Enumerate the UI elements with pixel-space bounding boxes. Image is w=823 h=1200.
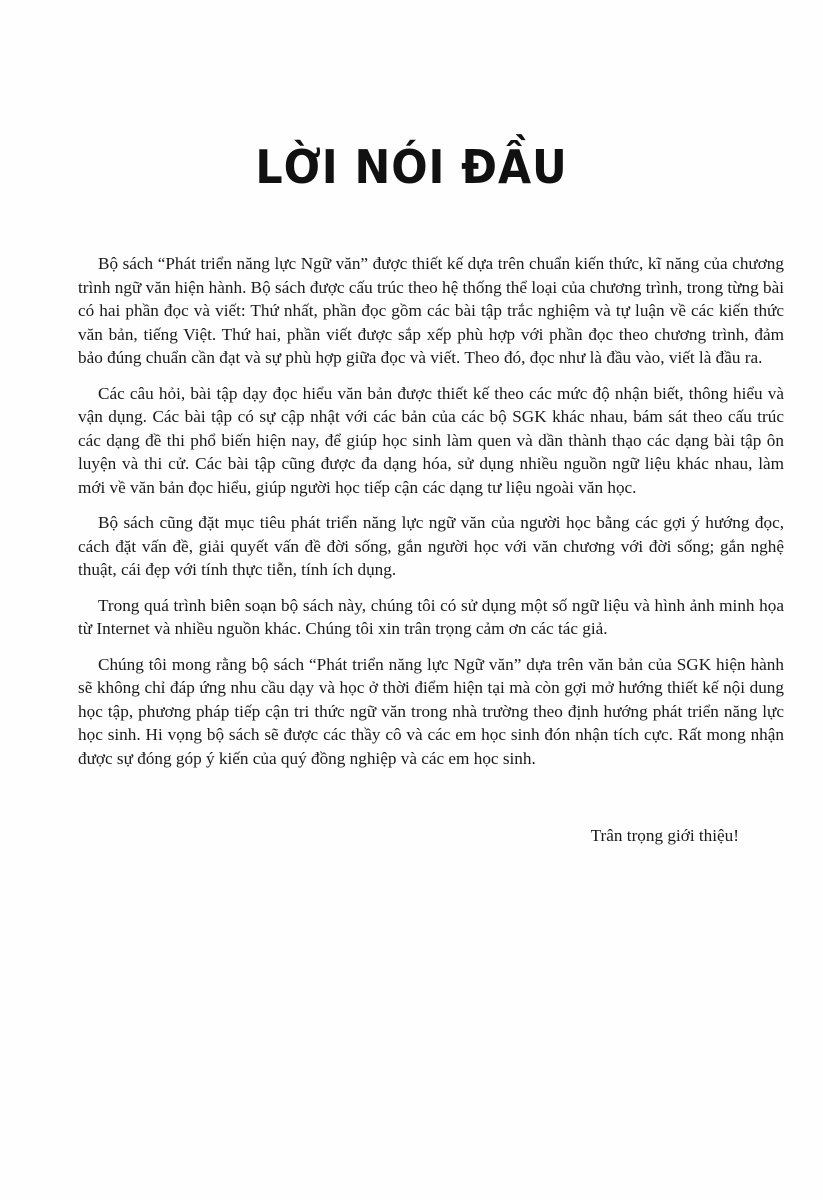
paragraph-3: Bộ sách cũng đặt mục tiêu phát triển năng lực ngữ văn của người học bằng các gợi ý hướng đọc, cách đặt vấn đề, giải quyết vấn đề đời sống, gắn người học với văn chương với đời sống; gắn nghệ thuật, cái đẹp với tính thực tiễn, tính ích dụng. bbox=[78, 513, 784, 579]
preface-body bbox=[78, 252, 784, 782]
paragraph-1: Bộ sách “Phát triển năng lực Ngữ văn” được thiết kế dựa trên chuẩn kiến thức, kĩ năng của chương trình ngữ văn hiện hành. Bộ sách được cấu trúc theo hệ thống thể loại của chương trình, trong từng bài có hai phần đọc và viết: Thứ nhất, phần đọc gồm các bài tập trắc nghiệm và tự luận về các kiến thức văn bản, tiếng Việt. Thứ hai, phần viết được sắp xếp phù hợp với phần đọc theo chương trình, đảm bảo đúng chuẩn cần đạt và sự phù hợp giữa đọc và viết. Theo đó, đọc như là đầu vào, viết là đầu ra. bbox=[78, 254, 784, 367]
signoff: Trân trọng giới thiệu! bbox=[590, 826, 739, 845]
paragraph-4: Trong quá trình biên soạn bộ sách này, chúng tôi có sử dụng một số ngữ liệu và hình ảnh minh họa từ Internet và nhiều nguồn khác. Chúng tôi xin trân trọng cảm ơn các tác giả. bbox=[78, 595, 784, 638]
page-title: LỜI NÓI ĐẦU bbox=[255, 140, 568, 194]
paragraph-2: Các câu hỏi, bài tập dạy đọc hiểu văn bản được thiết kế theo các mức độ nhận biết, thông hiểu và vận dụng. Các bài tập có sự cập nhật với các bản của các bộ SGK khác nhau, bám sát theo cấu trúc các dạng đề thi phổ biến hiện nay, để giúp học sinh làm quen và dần thành thạo các dạng bài tập ôn luyện và thi cử. Các bài tập cũng được đa dạng hóa, sử dụng nhiều nguồn ngữ liệu khác nhau, làm mới về văn bản đọc hiểu, giúp người học tiếp cận các dạng tư liệu ngoài văn học. bbox=[78, 383, 784, 497]
paragraph-5: Chúng tôi mong rằng bộ sách “Phát triển năng lực Ngữ văn” dựa trên văn bản của SGK hiện hành sẽ không chỉ đáp ứng nhu cầu dạy và học ở thời điểm hiện tại mà còn gợi mở hướng thiết kế nội dung học tập, phương pháp tiếp cận tri thức ngữ văn trong nhà trường theo định hướng phát triển năng lực học sinh. Hi vọng bộ sách sẽ được các thầy cô và các em học sinh đón nhận tích cực. Rất mong nhận được sự đóng góp ý kiến của quý đồng nghiệp và các em học sinh. bbox=[78, 654, 784, 768]
